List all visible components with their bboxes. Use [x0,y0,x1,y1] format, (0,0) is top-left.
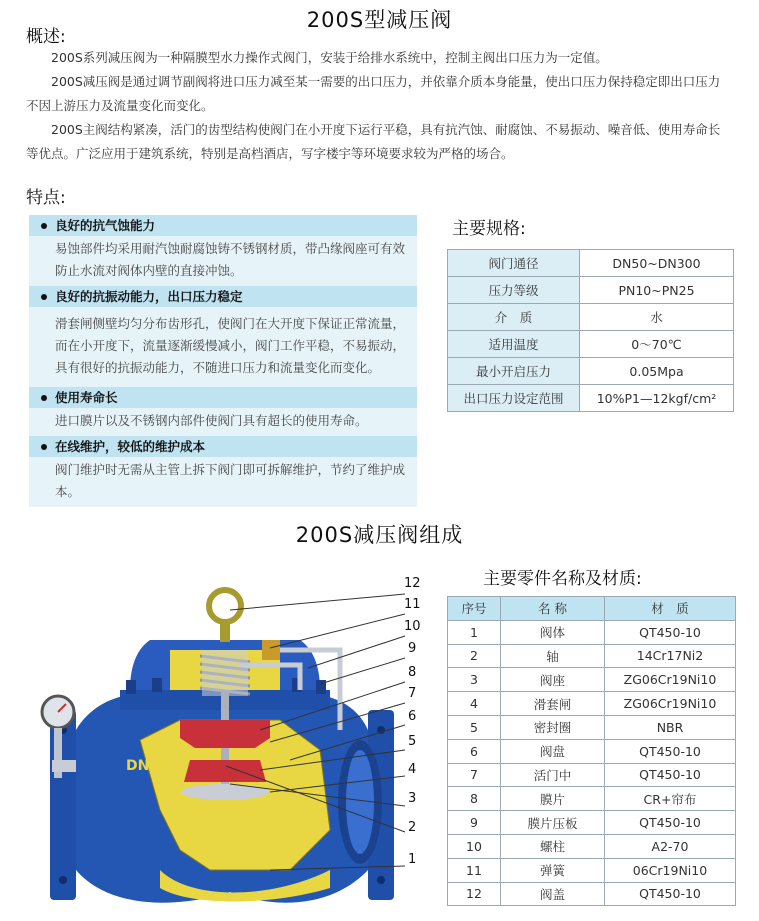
part-name: 轴 [501,644,605,668]
composition-heading: 200S减压阀组成 [295,523,464,547]
bullet-icon [41,223,47,229]
part-material: A2-70 [605,834,736,858]
spec-label: 压力等级 [448,277,580,304]
part-material: 06Cr19Ni10 [605,858,736,882]
valve-marking: DN [126,758,150,774]
table-row [448,668,736,692]
part-material: QT450-10 [605,620,736,644]
table-row [448,715,736,739]
spec-value: 0.05Mpa [580,358,734,385]
part-name: 膜片压板 [501,811,605,835]
table-row [448,882,736,906]
lifting-eye-icon [209,590,241,642]
feature-title [29,215,417,236]
feature-title-text: 良好的抗振动能力，出口压力稳定 [55,289,243,304]
part-number: 2 [448,644,501,668]
column-header: 材 质 [605,597,736,621]
callout-number: 8 [408,665,417,680]
callout-number: 4 [408,762,417,777]
feature-title-text: 在线维护，较低的维护成本 [55,439,206,454]
bullet-icon [41,294,47,300]
specs-heading: 主要规格: [452,219,526,239]
part-material: QT450-10 [605,763,736,787]
bullet-icon [41,395,47,401]
table-row [448,250,734,277]
callout-number: 6 [408,709,417,724]
table-row [448,739,736,763]
part-number: 8 [448,787,501,811]
column-header: 名 称 [501,597,605,621]
spec-label: 最小开启压力 [448,358,580,385]
part-name: 膜片 [501,787,605,811]
spec-label: 适用温度 [448,331,580,358]
callout-number: 7 [408,686,417,701]
callout-number: 12 [404,576,421,591]
feature-title-text: 使用寿命长 [55,390,118,405]
overview-paragraph: 200S主阀结构紧凑，活门的齿型结构使阀门在小开度下运行平稳，具有抗汽蚀、耐腐蚀、不易振动、噪音低、使用寿命长等优点。广泛应用于建筑系统，特别是高档酒店，写字楼宇等环境要求较为严格的场合。 [26,122,721,161]
table-row [448,811,736,835]
features-panel [29,215,417,507]
part-number: 12 [448,882,501,906]
spec-label: 出口压力设定范围 [448,385,580,412]
callout-number: 11 [404,597,421,612]
spec-value: DN50~DN300 [580,250,734,277]
table-row [448,358,734,385]
table-row [448,834,736,858]
spec-value: 0～70℃ [580,331,734,358]
part-number: 5 [448,715,501,739]
table-header-row [448,597,736,621]
part-number: 7 [448,763,501,787]
spec-label: 介 质 [448,304,580,331]
overview-paragraph: 200S减压阀是通过调节副阀将进口压力减至某一需要的出口压力，并依靠介质本身能量，使出口压力保持稳定即出口压力不因上游压力及流量变化而变化。 [26,74,721,113]
callout-number: 3 [408,791,417,806]
spec-value: 10%P1—12kgf/cm² [580,385,734,412]
feature-body: 进口膜片以及不锈钢内部件使阀门具有超长的使用寿命。 [29,408,417,436]
part-name: 阀盘 [501,739,605,763]
table-row [448,620,736,644]
table-row [448,644,736,668]
table-row [448,787,736,811]
bullet-icon [41,444,47,450]
part-number: 3 [448,668,501,692]
parts-table [447,596,736,906]
part-name: 阀座 [501,668,605,692]
part-number: 10 [448,834,501,858]
part-material: QT450-10 [605,882,736,906]
overview-text [26,46,726,166]
table-row [448,304,734,331]
table-row [448,763,736,787]
part-material: QT450-10 [605,739,736,763]
feature-title [29,286,417,307]
valve-disc [180,720,270,748]
part-name: 活门中 [501,763,605,787]
overview-heading: 概述: [26,27,66,47]
part-name: 阀盖 [501,882,605,906]
part-material: ZG06Cr19Ni10 [605,668,736,692]
valve-diagram [30,570,430,915]
part-name: 阀体 [501,620,605,644]
spec-value: PN10~PN25 [580,277,734,304]
callout-number: 2 [408,820,417,835]
page-title: 200S型减压阀 [306,8,453,32]
table-row [448,331,734,358]
part-number: 1 [448,620,501,644]
spec-label: 阀门通径 [448,250,580,277]
callout-number: 5 [408,734,417,749]
features-heading: 特点: [26,188,66,208]
feature-body: 易蚀部件均采用耐汽蚀耐腐蚀铸不锈钢材质，带凸缘阀座可有效防止水流对阀体内壁的直接冲蚀。 [29,236,417,286]
part-material: CR+帘布 [605,787,736,811]
part-name: 密封圈 [501,715,605,739]
feature-body: 滑套闸侧壁均匀分布齿形孔，使阀门在大开度下保证正常流量，而在小开度下，流量逐渐缓慢减小，阀门工作平稳，不易振动，具有很好的抗振动能力，不随进口压力和流量变化而变化。 [29,307,417,387]
table-row [448,385,734,412]
callout-number: 1 [408,852,417,867]
part-number: 9 [448,811,501,835]
spec-value: 水 [580,304,734,331]
part-name: 弹簧 [501,858,605,882]
part-number: 11 [448,858,501,882]
part-number: 6 [448,739,501,763]
table-row [448,858,736,882]
specs-table [447,249,734,412]
parts-heading: 主要零件名称及材质: [483,569,642,589]
inlet-flange [50,710,76,900]
table-row [448,692,736,716]
part-number: 4 [448,692,501,716]
part-name: 螺柱 [501,834,605,858]
overview-paragraph: 200S系列减压阀为一种隔膜型水力操作式阀门，安装于给排水系统中，控制主阀出口压力为一定值。 [51,50,608,65]
part-name: 滑套闸 [501,692,605,716]
part-material: QT450-10 [605,811,736,835]
column-header: 序号 [448,597,501,621]
part-material: ZG06Cr19Ni10 [605,692,736,716]
feature-title-text: 良好的抗气蚀能力 [55,218,156,233]
callout-number: 10 [404,619,421,634]
callout-number: 9 [408,641,417,656]
feature-title [29,387,417,408]
feature-body: 阀门维护时无需从主管上拆下阀门即可拆解维护，节约了维护成本。 [29,457,417,507]
part-material: NBR [605,715,736,739]
table-row [448,277,734,304]
feature-title [29,436,417,457]
part-material: 14Cr17Ni2 [605,644,736,668]
